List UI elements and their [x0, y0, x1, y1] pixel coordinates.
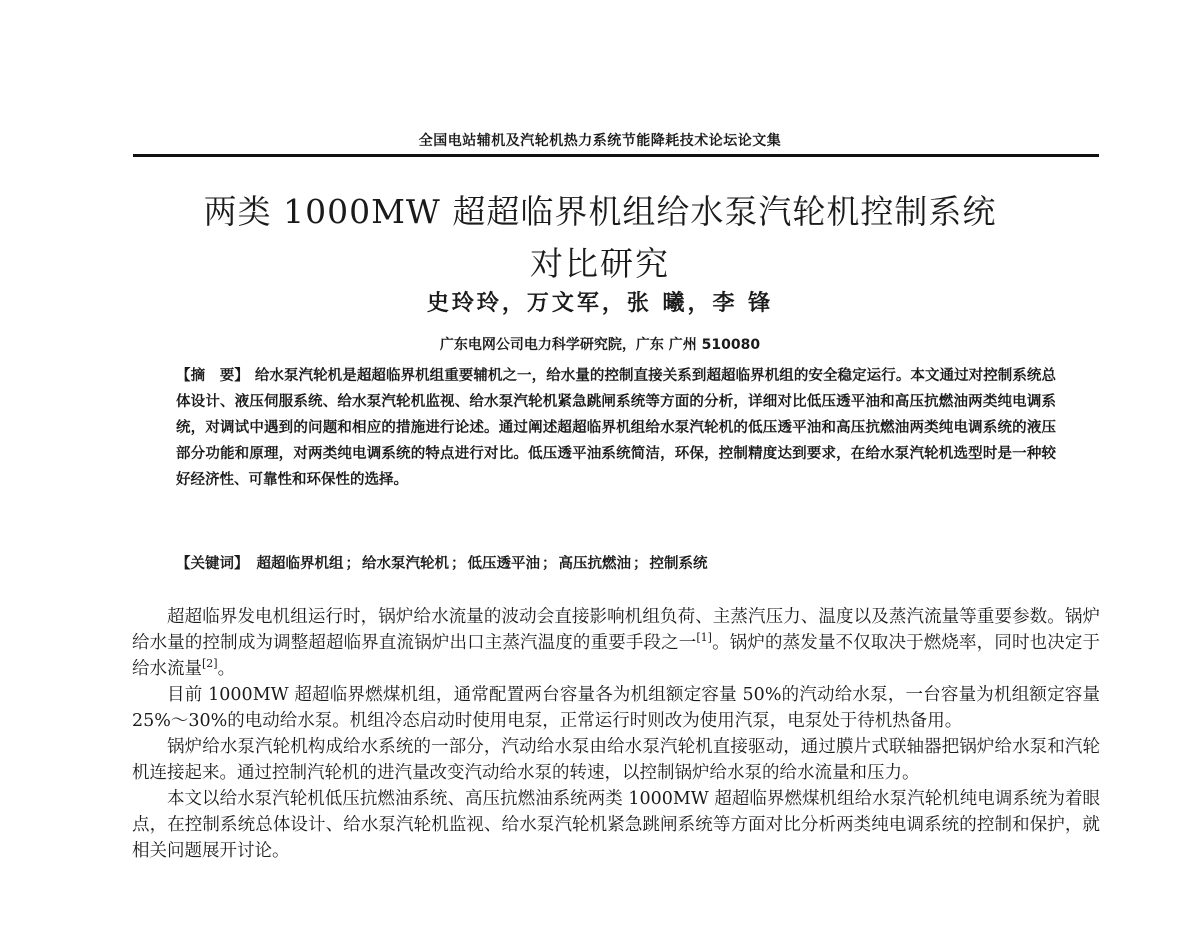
keyword-item: 控制系统 [649, 556, 708, 572]
keyword-separator: ； [633, 556, 648, 572]
citation-ref-1: [1] [696, 631, 712, 645]
body-paragraph-4: 本文以给水泵汽轮机低压抗燃油系统、高压抗燃油系统两类 1000MW 超超临界燃煤机组给水泵汽轮机纯电调系统为着眼点，在控制系统总体设计、给水泵汽轮机监视、给水泵汽轮机紧急跳闸系统等方面对比分析两类纯电调系统的控制和保护，就相关问题展开讨论。 [132, 789, 1100, 861]
keyword-separator: ； [542, 556, 557, 572]
keyword-item: 高压抗燃油 [558, 556, 631, 572]
author-list: 史玲玲，万文军，张 曦，李 锋 [426, 291, 774, 316]
keyword-item: 超超临界机组 [256, 556, 344, 572]
keyword-separator: ； [451, 556, 466, 572]
paragraph-text: 。 [217, 659, 236, 679]
citation-ref-2: [2] [202, 657, 218, 671]
abstract-label: 【摘 要】 [176, 368, 249, 384]
body-paragraph-3: 锅炉给水泵汽轮机构成给水系统的一部分，汽动给水泵由给水泵汽轮机直接驱动，通过膜片式联轴器把锅炉给水泵和汽轮机连接起来。通过控制汽轮机的进汽量改变汽动给水泵的转速，以控制锅炉给水泵的给水流量和压力。 [132, 737, 1100, 783]
body-text [132, 604, 1100, 864]
paper-title-line-1: 两类 1000MW 超超临界机组给水泵汽轮机控制系统 [203, 192, 997, 231]
keyword-item: 给水泵汽轮机 [362, 556, 449, 572]
running-header: 全国电站辅机及汽轮机热力系统节能降耗技术论坛论文集 [418, 133, 782, 149]
author-affiliation: 广东电网公司电力科学研究院，广东 广州 510080 [439, 337, 761, 353]
keyword-separator: ； [345, 556, 360, 572]
header-divider [133, 154, 1099, 157]
keyword-item: 低压透平油 [467, 556, 540, 572]
keywords [176, 553, 1056, 575]
paragraph-text: 超超临界发电机组运行时，锅炉给水流量的波动会直接影响机组负荷、主蒸汽压力、温度以及蒸汽流量等重要参数。锅炉给水量的控制成为调整超超临界直流锅炉出口主蒸汽温度的重要手段之一 [132, 607, 1100, 653]
abstract-text: 给水泵汽轮机是超超临界机组重要辅机之一，给水量的控制直接关系到超超临界机组的安全稳定运行。本文通过对控制系统总体设计、液压伺服系统、给水泵汽轮机监视、给水泵汽轮机紧急跳闸系统等方面的分析，详细对比低压透平油和高压抗燃油两类纯电调系统，对调试中遇到的问题和相应的措施进行论述。通过阐述超超临界机组给水泵汽轮机的低压透平油和高压抗燃油两类纯电调系统的液压部分功能和原理，对两类纯电调系统的特点进行对比。低压透平油系统简洁，环保，控制精度达到要求，在给水泵汽轮机选型时是一种较好经济性、可靠性和环保性的选择。 [176, 368, 1056, 488]
body-paragraph-2: 目前 1000MW 超超临界燃煤机组，通常配置两台容量各为机组额定容量 50%的汽动给水泵，一台容量为机组额定容量 25%～30%的电动给水泵。机组冷态启动时使用电泵，正常运行时则改为使用汽泵，电泵处于待机热备用。 [132, 685, 1100, 731]
keywords-label: 【关键词】 [176, 556, 249, 572]
paper-title-line-2: 对比研究 [530, 244, 670, 283]
abstract [176, 363, 1056, 493]
paragraph-text: 。锅炉的蒸发量不仅取决于燃烧率，同时也决定于给水流量 [132, 633, 1101, 679]
body-paragraph-1 [132, 604, 1100, 682]
